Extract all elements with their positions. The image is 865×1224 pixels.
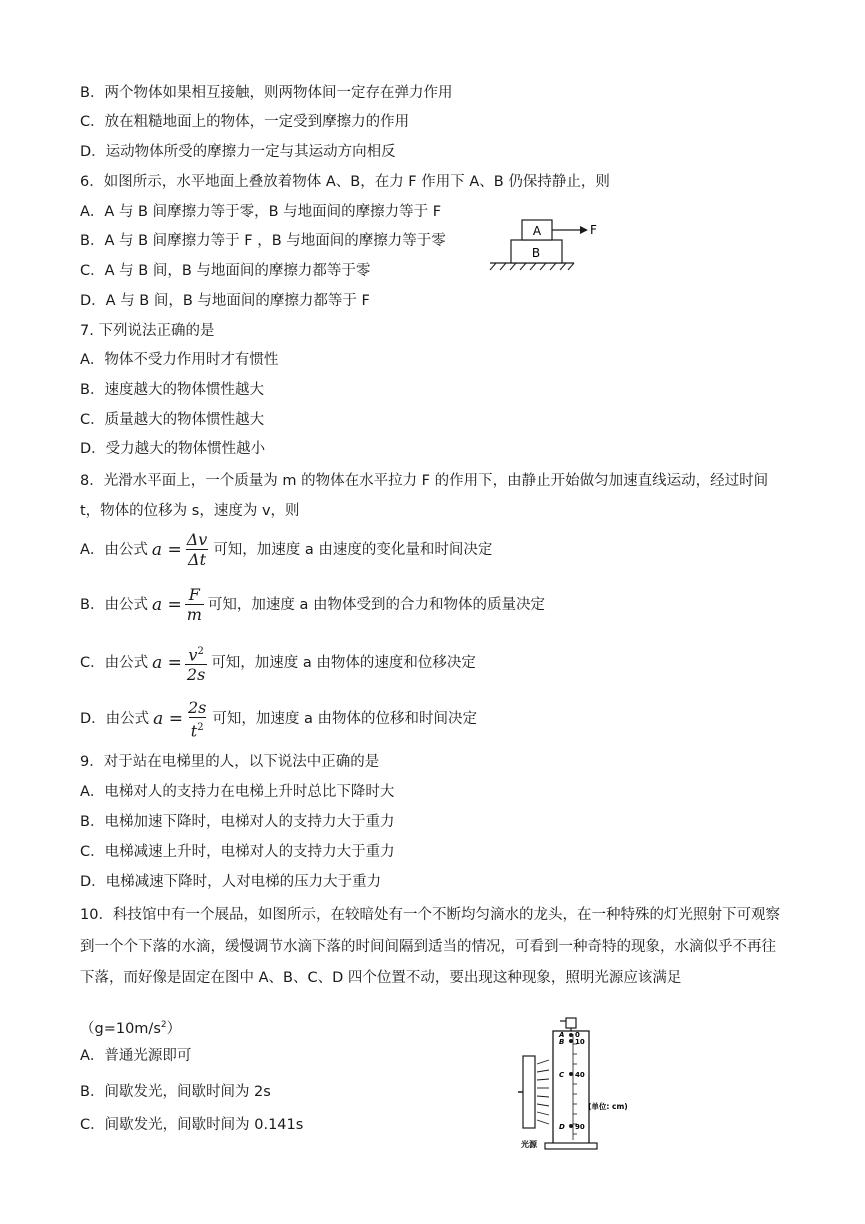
q10-g-post: ） xyxy=(166,1020,182,1037)
q8-c-num: v xyxy=(188,645,198,665)
q9-option-a: A．电梯对人的支持力在电梯上升时总比下降时大 xyxy=(80,784,395,800)
drop-d xyxy=(569,1124,573,1128)
q8-a-prefix: A．由公式 xyxy=(80,541,148,558)
tick-10: 10 xyxy=(575,1038,585,1046)
q8-d-suffix: 可知，加速度 a 由物体的位移和时间决定 xyxy=(212,711,477,728)
drop-c xyxy=(569,1072,573,1076)
q5-option-d: D．运动物体所受的摩擦力一定与其运动方向相反 xyxy=(80,144,396,160)
q8-c-suffix: 可知，加速度 a 由物体的速度和位移决定 xyxy=(211,655,476,672)
q8-a-den: Δt xyxy=(188,550,206,569)
q8-b-lhs: a = xyxy=(151,594,182,615)
q10-option-b: B．间歇发光，间歇时间为 2s xyxy=(80,1084,271,1100)
q10-g-sup: 2 xyxy=(160,1020,167,1030)
q7-stem: 7. 下列说法正确的是 xyxy=(80,323,215,339)
tube-base xyxy=(545,1143,597,1149)
q8-d-den-sup: 2 xyxy=(197,722,204,733)
point-c-label: C xyxy=(559,1071,565,1079)
drop-a xyxy=(569,1033,573,1037)
tick-40: 40 xyxy=(575,1071,585,1079)
point-b-label: B xyxy=(559,1038,565,1046)
q8-option-a xyxy=(80,530,492,569)
q8-b-den: m xyxy=(186,605,202,624)
q6-option-b: B．A 与 B 间摩擦力等于 F ，B 与地面间的摩擦力等于零 xyxy=(80,233,446,249)
q8-c-prefix: C．由公式 xyxy=(80,655,149,672)
q8-option-d xyxy=(80,698,477,740)
q8-b-suffix: 可知，加速度 a 由物体受到的合力和物体的质量决定 xyxy=(207,596,546,613)
q8-c-den: 2s xyxy=(186,665,206,685)
q8-d-prefix: D．由公式 xyxy=(80,711,150,728)
q8-c-fraction xyxy=(185,642,207,684)
block-b-label: B xyxy=(531,246,541,260)
q10-gravity-note xyxy=(80,1015,181,1039)
q6-option-d: D．A 与 B 间，B 与地面间的摩擦力都等于 F xyxy=(80,293,370,309)
q8-b-fraction xyxy=(185,585,204,624)
q8-d-num: 2s xyxy=(187,698,207,717)
q7-option-b: B．速度越大的物体惯性越大 xyxy=(80,382,264,398)
block-a-label: A xyxy=(532,224,542,238)
q8-d-fraction xyxy=(186,698,208,740)
q10-figure xyxy=(515,1016,650,1152)
q8-stem: 8．光滑水平面上，一个质量为 m 的物体在水平拉力 F 的作用下，由静止开始做匀加速直线运动，经过时间 t，物体的位移为 s，速度为 v，则 xyxy=(80,473,769,519)
q8-d-lhs: a = xyxy=(153,709,183,730)
q9-stem: 9．对于站在电梯里的人，以下说法中正确的是 xyxy=(80,754,380,770)
q8-b-prefix: B．由公式 xyxy=(80,596,148,613)
q7-option-d: D．受力越大的物体惯性越小 xyxy=(80,441,266,457)
light-label: 光源 xyxy=(521,1140,537,1149)
q9-option-c: C．电梯减速上升时，电梯对人的支持力大于重力 xyxy=(80,844,395,860)
q7-option-c: C．质量越大的物体惯性越大 xyxy=(80,412,265,428)
point-a-label: A xyxy=(559,1031,565,1039)
q10-option-c: C．间歇发光，间歇时间为 0.141s xyxy=(80,1117,304,1133)
q8-option-b xyxy=(80,585,545,624)
faucet xyxy=(566,1018,576,1028)
q7-option-a: A．物体不受力作用时才有惯性 xyxy=(80,352,279,368)
q9-option-b: B．电梯加速下降时，电梯对人的支持力大于重力 xyxy=(80,814,395,830)
q8-option-c xyxy=(80,642,476,684)
q8-a-suffix: 可知，加速度 a 由速度的变化量和时间决定 xyxy=(213,541,493,558)
drop-b xyxy=(569,1039,573,1043)
q8-c-lhs: a = xyxy=(152,653,182,674)
tick-0: 0 xyxy=(575,1031,580,1039)
q8-b-num: F xyxy=(188,585,200,604)
q6-stem: 6．如图所示，水平地面上叠放着物体 A、B，在力 F 作用下 A、B 仍保持静止，则 xyxy=(80,174,610,190)
q6-figure xyxy=(488,213,608,273)
q5-option-c: C．放在粗糙地面上的物体，一定受到摩擦力的作用 xyxy=(80,114,410,130)
q6-option-a: A．A 与 B 间摩擦力等于零，B 与地面间的摩擦力等于 F xyxy=(80,204,442,220)
q10-g-pre: （g=10m/s xyxy=(80,1020,161,1037)
q8-c-num-sup: 2 xyxy=(197,646,204,657)
q5-option-b: B．两个物体如果相互接触，则两物体间一定存在弹力作用 xyxy=(80,85,453,101)
q9-option-d: D．电梯减速下降时，人对电梯的压力大于重力 xyxy=(80,874,382,890)
tick-90: 90 xyxy=(575,1123,585,1131)
unit-label: (单位: cm) xyxy=(588,1102,628,1111)
q10-option-a: A．普通光源即可 xyxy=(80,1048,192,1064)
q8-a-num: Δv xyxy=(186,530,208,549)
q8-d-den: t xyxy=(190,721,198,741)
q8-a-lhs: a = xyxy=(151,539,182,560)
q8-a-fraction xyxy=(185,530,210,569)
light-rays xyxy=(537,1060,549,1124)
point-d-label: D xyxy=(559,1123,565,1131)
q10-stem: 10．科技馆中有一个展品，如图所示，在较暗处有一个不断均匀滴水的龙头，在一种特殊的灯光照射下可观察到一个个下落的水滴，缓慢调节水滴下落的时间间隔到适当的情况，可看到一种奇特的现象，水滴似乎不再往下落，而好像是固定在图中 A、B、C、D 四个位置不动，要出现这种现象，照明光源应该满足 xyxy=(80,907,780,986)
q6-option-c: C．A 与 B 间，B 与地面间的摩擦力都等于零 xyxy=(80,263,371,279)
force-label: F xyxy=(590,223,597,237)
light-source xyxy=(523,1056,535,1128)
